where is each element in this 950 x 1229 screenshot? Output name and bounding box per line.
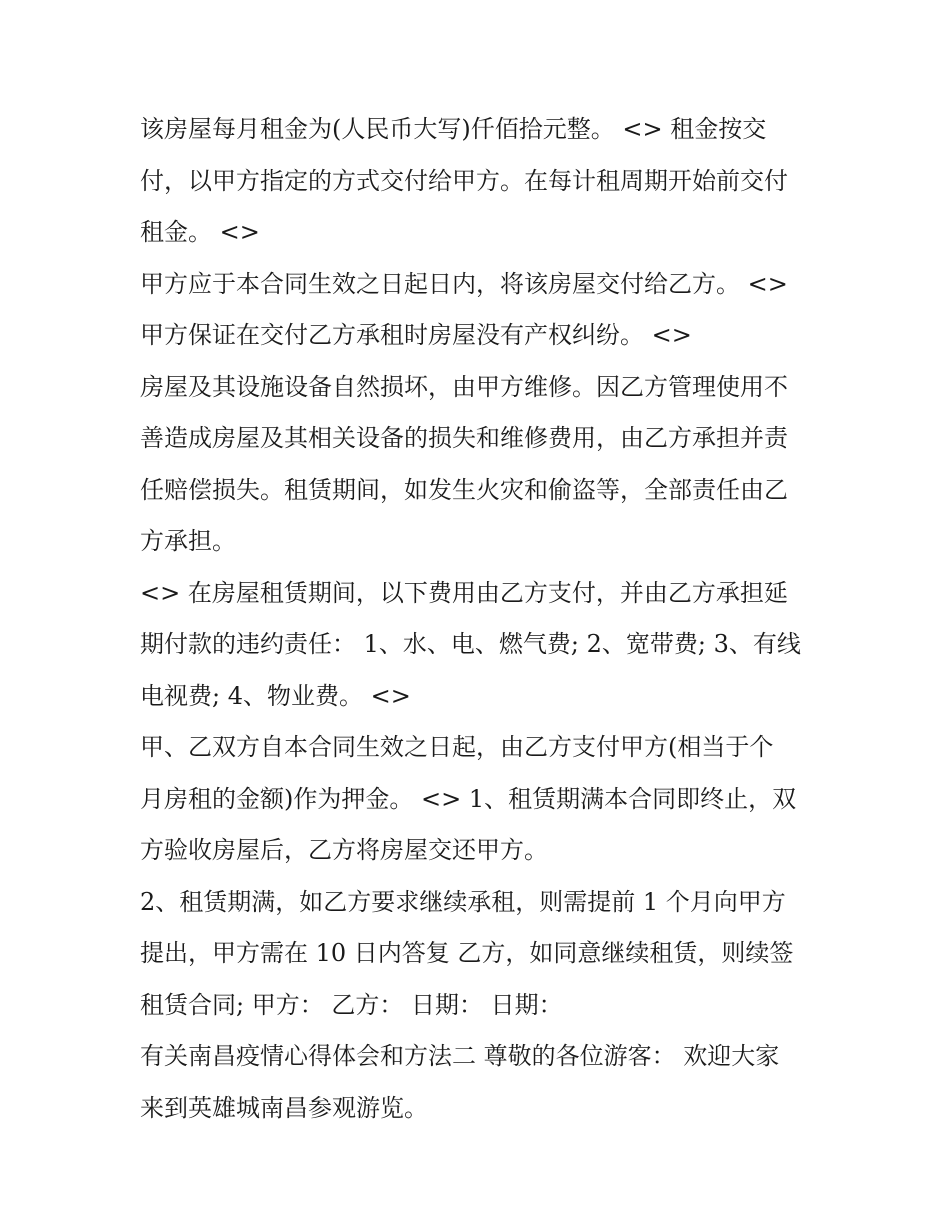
text-line: 租赁合同; 甲方： 乙方： 日期： 日期： [140, 990, 563, 1019]
text-line: 甲方保证在交付乙方承租时房屋没有产权纠纷。 <> [140, 321, 692, 349]
text-line: 期付款的违约责任： 1、水、电、燃气费; 2、宽带费; 3、有线 [140, 630, 801, 658]
text-line: 善造成房屋及其相关设备的损失和维修费用，由乙方承担并责 [140, 424, 788, 452]
text-line: 房屋及其设施设备自然损坏，由甲方维修。因乙方管理使用不 [140, 372, 788, 401]
text-line: 方验收房屋后，乙方将房屋交还甲方。 [140, 836, 548, 864]
text-line: 甲、乙双方自本合同生效之日起，由乙方支付甲方(相当于个 [140, 733, 774, 761]
text-line: 租金。 <> [140, 218, 260, 246]
document-body [140, 110, 820, 1140]
text-line: 任赔偿损失。租赁期间，如发生火灾和偷盗等，全部责任由乙 [140, 475, 788, 504]
text-line: 付，以甲方指定的方式交付给甲方。在每计租周期开始前交付 [140, 166, 788, 195]
text-line: 2、租赁期满，如乙方要求继续承租，则需提前 1 个月向甲方 [140, 887, 786, 916]
text-line: 来到英雄城南昌参观游览。 [140, 1093, 428, 1122]
text-line: 方承担。 [140, 527, 236, 555]
text-line: 该房屋每月租金为(人民币大写)仟佰拾元整。 <> 租金按交 [140, 115, 767, 143]
text-line: <> 在房屋租赁期间，以下费用由乙方支付，并由乙方承担延 [140, 578, 788, 607]
text-line: 月房租的金额)作为押金。 <> 1、租赁期满本合同即终止，双 [140, 784, 797, 813]
text-line: 电视费; 4、物业费。 <> [140, 681, 411, 710]
text-line: 有关南昌疫情心得体会和方法二 尊敬的各位游客： 欢迎大家 [140, 1042, 780, 1070]
text-line: 提出，甲方需在 10 日内答复 乙方，如同意继续租赁，则续签 [140, 939, 794, 967]
text-line: 甲方应于本合同生效之日起日内，将该房屋交付给乙方。 <> [140, 269, 788, 298]
